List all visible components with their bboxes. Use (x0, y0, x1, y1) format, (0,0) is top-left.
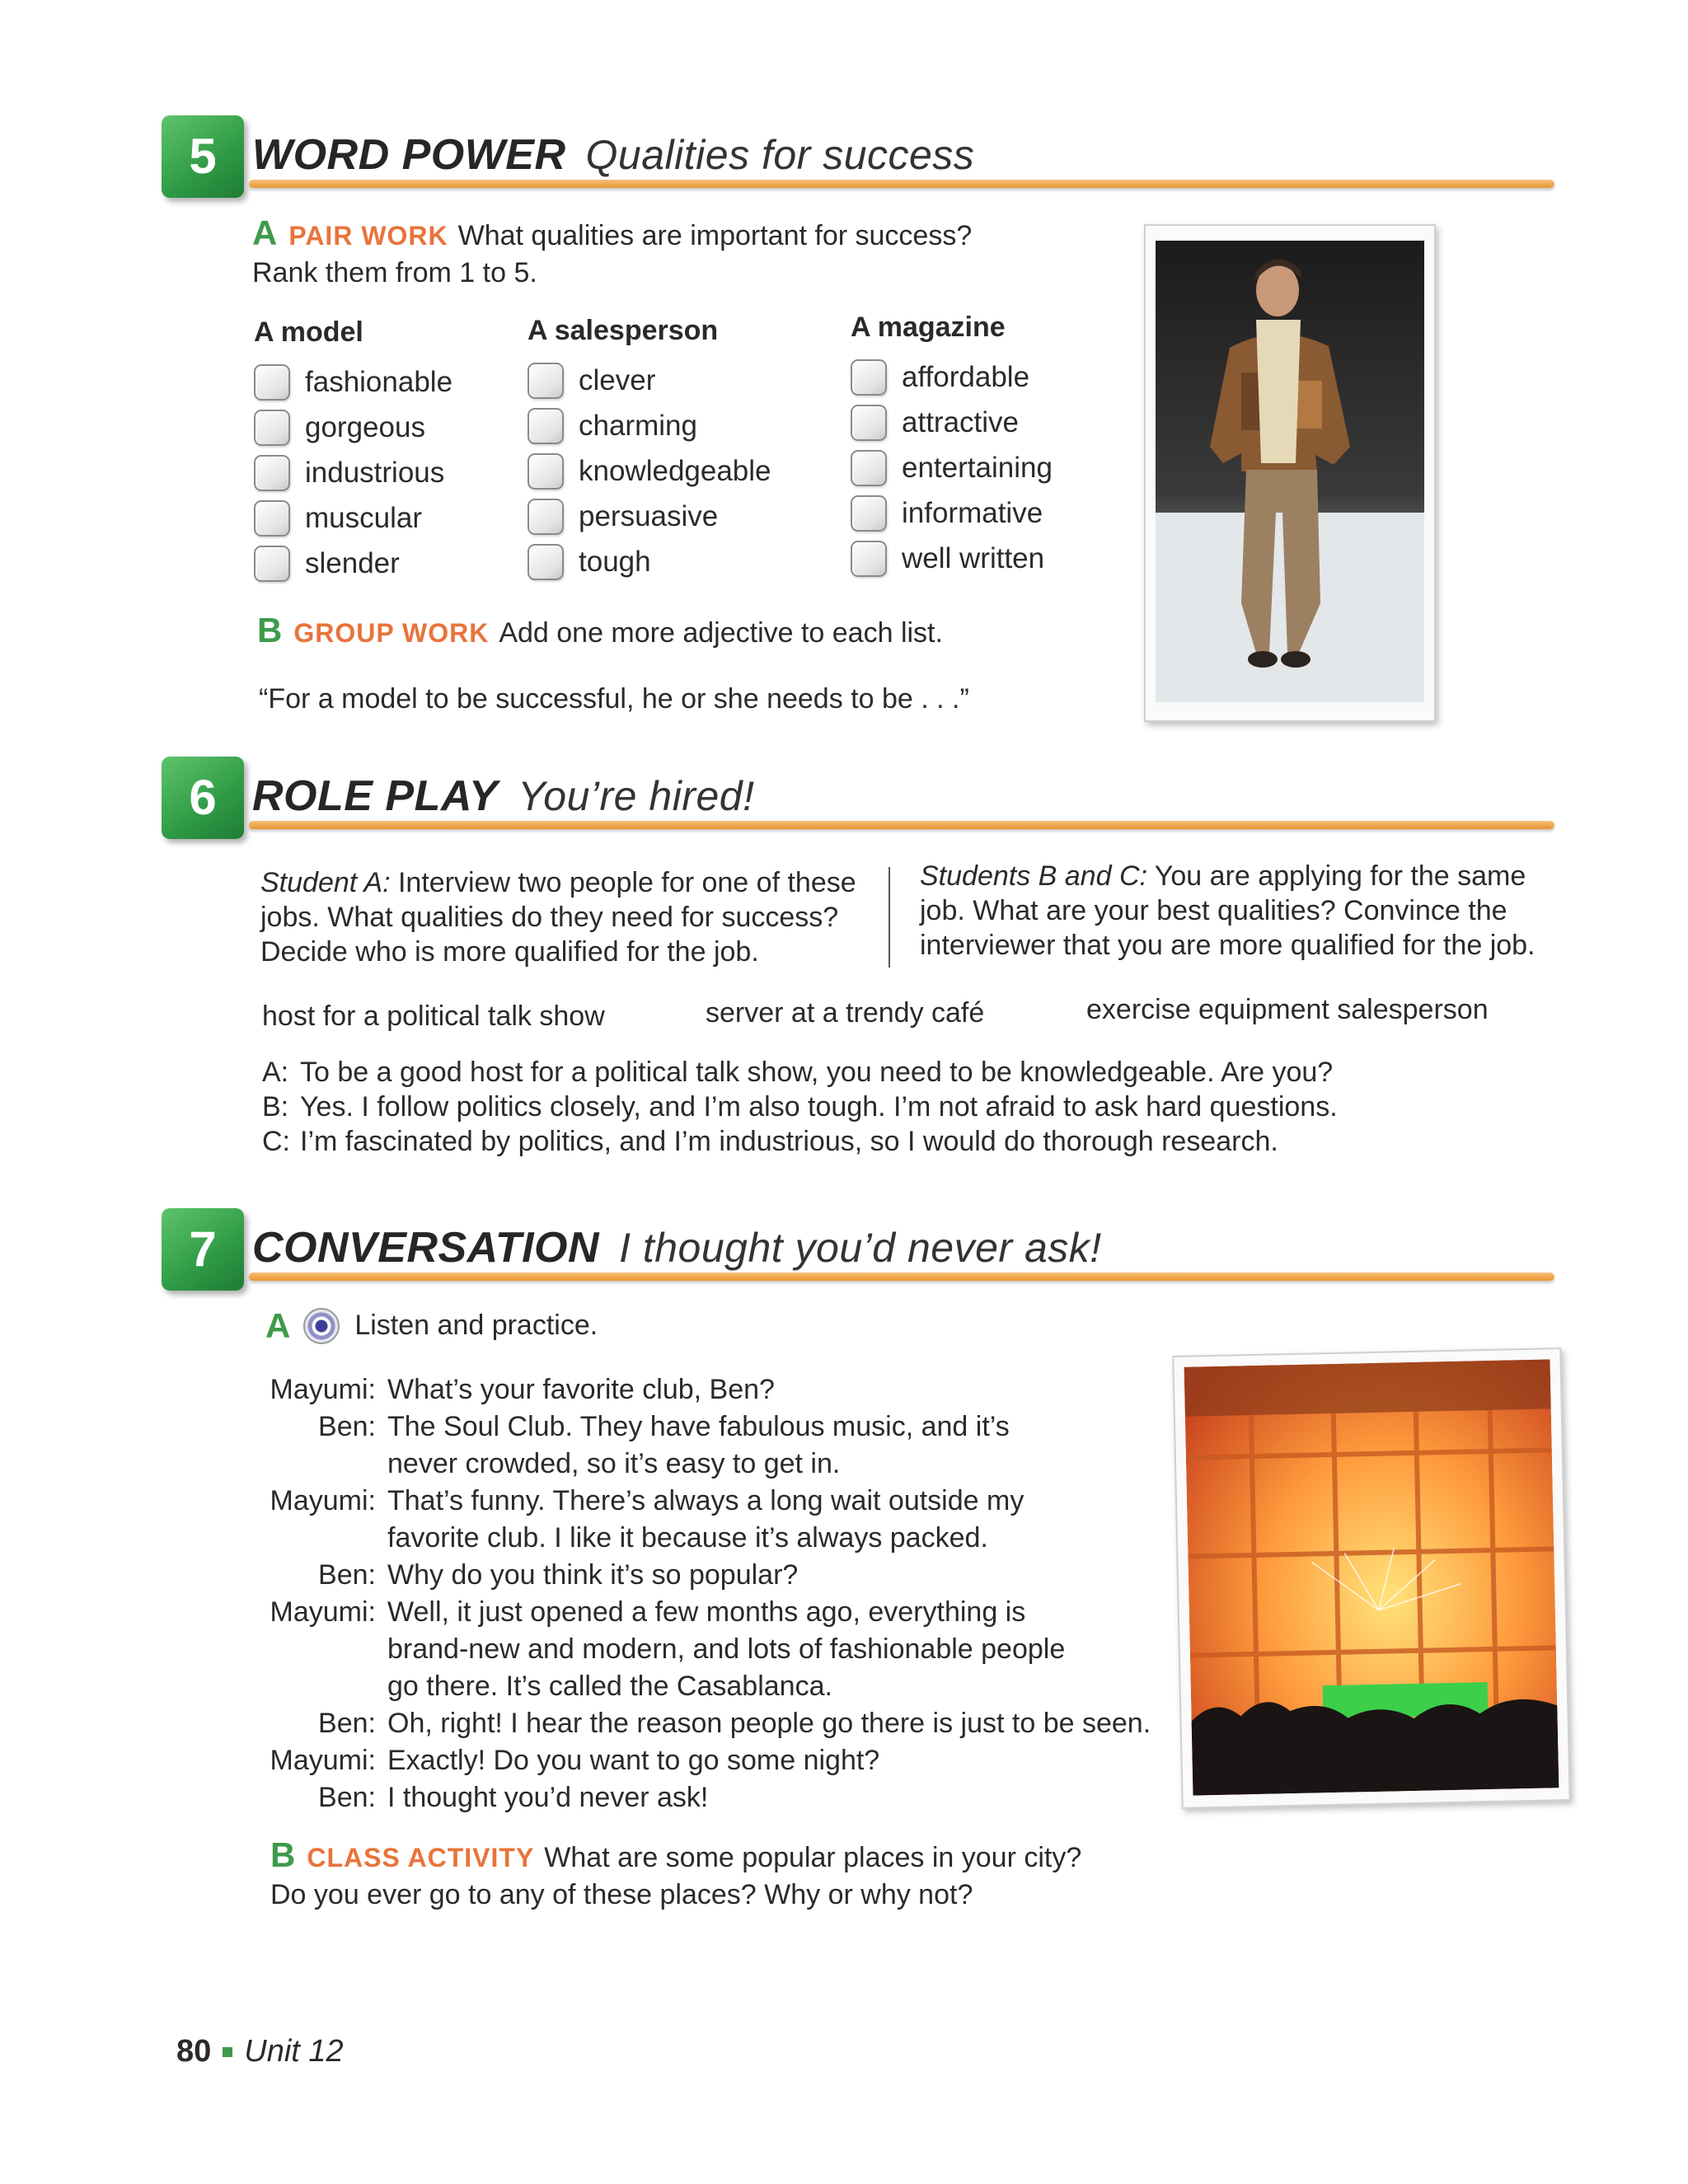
section-title (252, 130, 974, 180)
conversation-line (264, 1371, 1179, 1408)
part-letter: B (270, 1835, 296, 1874)
instruction-line: You are applying for the same (1154, 860, 1526, 892)
nightclub-image (1184, 1359, 1559, 1795)
dialogue-text: Yes. I follow politics closely, and I’m also tough. I’m not afraid to ask hard questions. (300, 1091, 1338, 1122)
conversation-text: The Soul Club. They have fabulous music, and it’s never crowded, so it’s easy to get in. (387, 1411, 1010, 1479)
checkbox[interactable] (254, 500, 290, 537)
section-title-main: ROLE PLAY (252, 772, 499, 820)
checkbox[interactable] (851, 359, 887, 396)
runway-model-photo (1144, 224, 1436, 722)
checkbox[interactable] (851, 495, 887, 532)
checkbox-label: charming (579, 410, 697, 442)
checkbox-item[interactable] (851, 358, 1029, 397)
conversation-line (264, 1408, 1179, 1483)
unit-label: Unit 12 (244, 2034, 344, 2069)
conversation-text: Well, it just opened a few months ago, everything is brand-new and modern, and lots of fashionable people go there. It’s called the Casablanca. (387, 1596, 1066, 1702)
speaker-label: Ben: (318, 1411, 376, 1442)
students-bc-label: Students B and C: (920, 860, 1147, 892)
pair-work-tag: PAIR WORK (288, 221, 448, 251)
audio-cd-icon[interactable] (303, 1308, 340, 1344)
checkbox-item[interactable] (254, 544, 400, 583)
dialogue-text: I’m fascinated by politics, and I’m industrious, so I would do thorough research. (300, 1126, 1278, 1157)
part-letter: A (252, 213, 278, 252)
checkbox-label: gorgeous (305, 411, 425, 443)
checkbox-label: clever (579, 364, 656, 396)
group-work-tag: GROUP WORK (293, 618, 490, 648)
speaker-label: Ben: (318, 1559, 376, 1591)
column-heading-magazine: A magazine (851, 312, 1006, 343)
model-quote: “For a model to be successful, he or she needs to be . . .” (259, 683, 969, 715)
runway-model-image (1156, 241, 1424, 702)
section-title-main: CONVERSATION (252, 1224, 600, 1272)
instruction-line: interviewer that you are more qualified for the job. (920, 930, 1536, 961)
speaker-label: A: (262, 1057, 289, 1088)
section-subtitle: Qualities for success (585, 132, 975, 178)
section-6-header (162, 757, 1554, 847)
speaker-label: B: (262, 1091, 289, 1122)
conversation-text: Exactly! Do you want to go some night? (387, 1745, 880, 1776)
conversation-line (264, 1483, 1179, 1557)
column-heading-model: A model (254, 316, 363, 348)
conversation-line (264, 1557, 1179, 1594)
checkbox-item[interactable] (851, 494, 1043, 533)
section-rule (249, 180, 1554, 188)
speaker-label: Ben: (318, 1782, 376, 1813)
checkbox[interactable] (528, 499, 564, 535)
instruction-line: Decide who is more qualified for the job. (260, 936, 759, 968)
part-a-instruction: What qualities are important for success? (457, 220, 973, 251)
job-option: server at a trendy café (706, 997, 985, 1029)
checkbox-label: knowledgeable (579, 455, 771, 487)
checkbox-label: industrious (305, 457, 445, 489)
student-a-instructions (260, 865, 887, 969)
section-subtitle: I thought you’d never ask! (619, 1225, 1102, 1271)
part-letter: A (265, 1306, 291, 1345)
part-a-instruction-2: Rank them from 1 to 5. (252, 257, 537, 288)
checkbox[interactable] (254, 410, 290, 446)
role-play-dialogue (262, 1055, 1338, 1159)
checkbox[interactable] (254, 455, 290, 491)
nightclub-photo (1172, 1347, 1570, 1809)
dialogue-line (262, 1055, 1338, 1090)
speaker-label: Mayumi: (270, 1596, 376, 1628)
conversation-text: What’s your favorite club, Ben? (387, 1374, 775, 1405)
conversation (264, 1371, 1179, 1816)
section-subtitle: You’re hired! (518, 773, 755, 819)
section-number-badge: 7 (162, 1208, 244, 1291)
conversation-line (264, 1594, 1179, 1705)
dialogue-line (262, 1124, 1338, 1159)
section-rule (249, 821, 1554, 829)
speaker-label: Ben: (318, 1708, 376, 1739)
conversation-text: That’s funny. There’s always a long wait outside my favorite club. I like it because it’s always packed. (387, 1485, 1025, 1554)
checkbox-item[interactable] (851, 539, 1044, 579)
student-a-label: Student A: (260, 867, 391, 898)
section7-part-b (270, 1836, 1259, 1914)
section5-part-a (252, 214, 1076, 292)
column-heading-salesperson: A salesperson (528, 315, 719, 346)
conversation-text: Why do you think it’s so popular? (387, 1559, 799, 1591)
conversation-line (264, 1742, 1179, 1779)
checkbox[interactable] (254, 546, 290, 582)
speaker-label: C: (262, 1126, 290, 1157)
section-title (252, 1223, 1102, 1272)
speaker-label: Mayumi: (270, 1485, 376, 1516)
checkbox-label: tough (579, 546, 651, 578)
section-7-header (162, 1208, 1554, 1299)
part-b-instruction: What are some popular places in your city? (544, 1842, 1082, 1873)
checkbox-label: affordable (902, 361, 1030, 393)
checkbox[interactable] (528, 408, 564, 444)
section-title (252, 771, 754, 821)
checkbox-label: attractive (902, 406, 1019, 438)
speaker-label: Mayumi: (270, 1374, 376, 1405)
checkbox-item[interactable] (528, 497, 718, 537)
part-a-instruction: Listen and practice. (354, 1310, 598, 1341)
checkbox-item[interactable] (254, 499, 422, 538)
checkbox[interactable] (851, 541, 887, 577)
checkbox-label: persuasive (579, 500, 719, 532)
checkbox-item[interactable] (254, 453, 444, 493)
instruction-line: job. What are your best qualities? Convince the (920, 895, 1507, 926)
checkbox[interactable] (528, 363, 564, 399)
section-title-main: WORD POWER (252, 131, 566, 179)
checkbox[interactable] (851, 405, 887, 441)
section-number-badge: 6 (162, 757, 244, 839)
checkbox[interactable] (254, 364, 290, 401)
students-bc-instructions (920, 859, 1579, 963)
dialogue-text: To be a good host for a political talk show, you need to be knowledgeable. Are you? (300, 1057, 1334, 1088)
job-option: exercise equipment salesperson (1086, 994, 1489, 1025)
instruction-line: jobs. What qualities do they need for success? (260, 902, 839, 933)
checkbox-item[interactable] (528, 542, 651, 582)
checkbox-label: informative (902, 497, 1043, 529)
checkbox-item[interactable] (254, 363, 452, 402)
checkbox-item[interactable] (254, 408, 425, 448)
checkbox-label: entertaining (902, 452, 1053, 484)
checkbox-item[interactable] (851, 403, 1019, 443)
checkbox-label: well written (902, 542, 1045, 574)
checkbox-label: slender (305, 547, 400, 579)
section-number-badge: 5 (162, 115, 244, 198)
job-option: host for a political talk show (262, 1001, 605, 1032)
checkbox-item[interactable] (528, 406, 697, 446)
conversation-text: I thought you’d never ask! (387, 1782, 709, 1813)
footer-bullet (223, 2047, 232, 2057)
part-letter: B (257, 611, 283, 649)
checkbox-label: muscular (305, 502, 422, 534)
conversation-line (264, 1779, 1179, 1816)
checkbox-item[interactable] (528, 452, 771, 491)
section-5-header (162, 115, 1554, 206)
class-activity-tag: CLASS ACTIVITY (307, 1843, 535, 1872)
checkbox-label: fashionable (305, 366, 453, 398)
checkbox-item[interactable] (528, 361, 655, 401)
checkbox[interactable] (851, 450, 887, 486)
page-footer (176, 2034, 344, 2069)
checkbox-item[interactable] (851, 448, 1053, 488)
checkbox[interactable] (528, 544, 564, 580)
conversation-text: Oh, right! I hear the reason people go there is just to be seen. (387, 1708, 1151, 1739)
page-number: 80 (176, 2034, 212, 2069)
checkbox[interactable] (528, 453, 564, 490)
part-b-instruction: Add one more adjective to each list. (499, 617, 943, 649)
speaker-label: Mayumi: (270, 1745, 376, 1776)
section5-part-b (257, 612, 999, 652)
section-rule (249, 1272, 1554, 1281)
instruction-line: Interview two people for one of these (397, 867, 856, 898)
conversation-line (264, 1705, 1179, 1742)
section7-part-a (265, 1307, 598, 1344)
part-b-instruction-2: Do you ever go to any of these places? Why or why not? (270, 1879, 973, 1910)
column-divider (889, 867, 890, 968)
dialogue-line (262, 1090, 1338, 1124)
